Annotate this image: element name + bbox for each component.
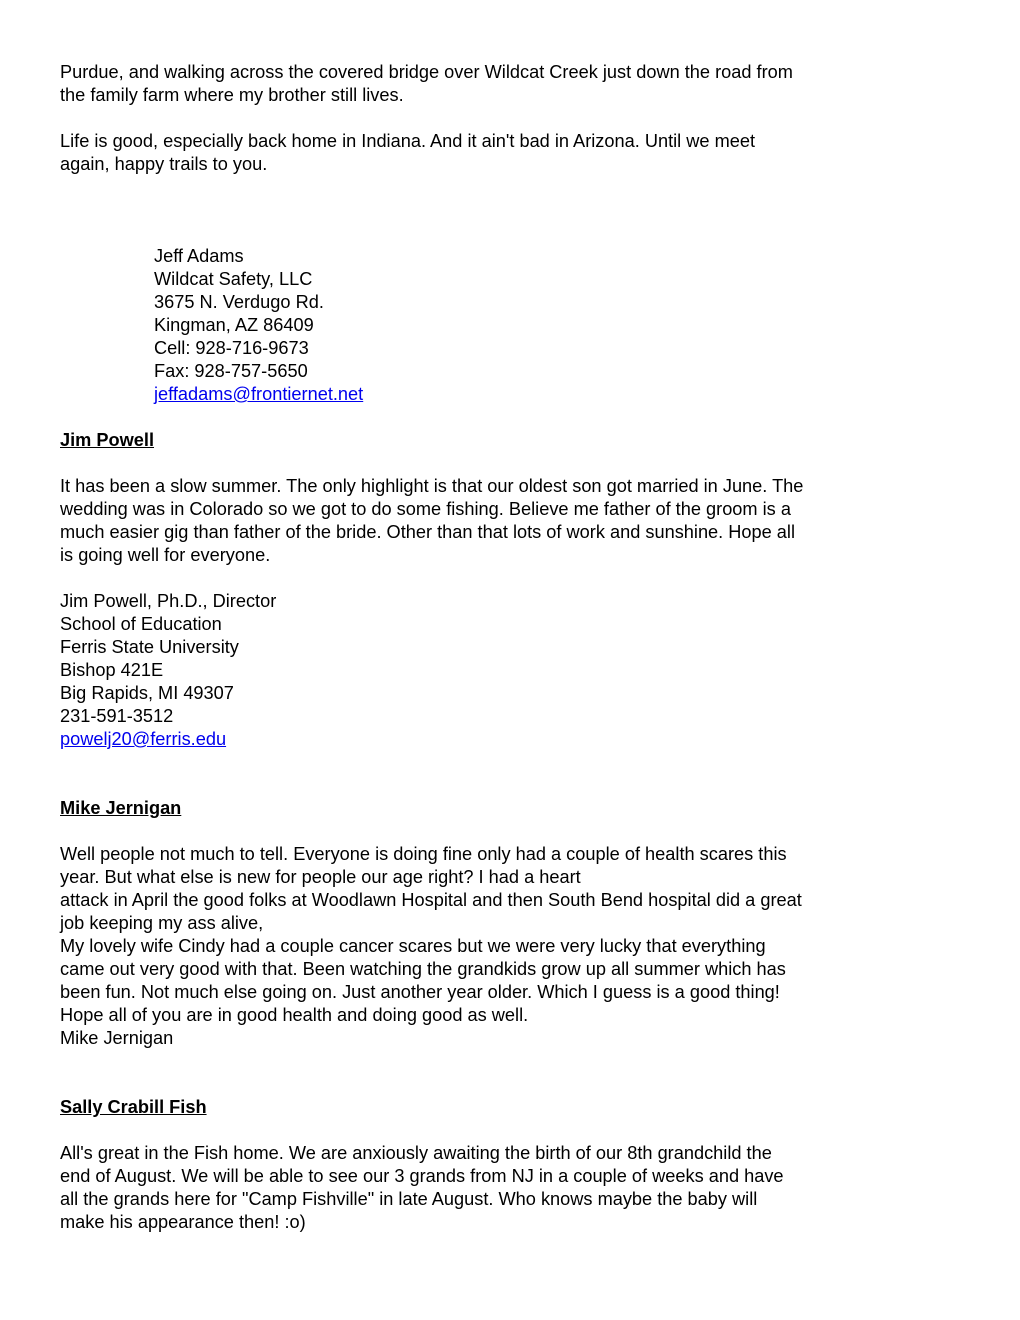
signature-line: Jeff Adams [154,246,244,266]
signature-line: Jim Powell, Ph.D., Director [60,591,277,611]
sally-section [60,1096,960,1234]
jeff-email-link[interactable]: jeffadams@frontiernet.net [154,384,364,404]
signature-line: Wildcat Safety, LLC [154,269,313,289]
text-line: Life is good, especially back home in Indiana. And it ain't bad in Arizona. Until we meet [60,131,756,151]
signature-line: Cell: 928-716-9673 [154,338,309,358]
text-line: been fun. Not much else going on. Just another year older. Which I guess is a good thing! [60,982,780,1002]
jim-section [60,429,960,751]
text-line: attack in April the good folks at Woodlawn Hospital and then South Bend hospital did a great [60,890,802,910]
text-line: Purdue, and walking across the covered bridge over Wildcat Creek just down the road from [60,62,793,82]
signature-line: Bishop 421E [60,660,164,680]
text-line: My lovely wife Cindy had a couple cancer scares but we were very lucky that everything [60,936,766,956]
mike-heading: Mike Jernigan [60,798,182,818]
sally-heading: Sally Crabill Fish [60,1097,207,1117]
mike-section [60,797,960,1050]
signature-line: 3675 N. Verdugo Rd. [154,292,324,312]
newsletter-page [60,61,960,1234]
text-line: end of August. We will be able to see our 3 grands from NJ in a couple of weeks and have [60,1166,784,1186]
jim-signature-block [60,590,960,751]
closing-paragraph [60,130,960,176]
jeff-signature-block [60,245,960,406]
text-line: all the grands here for "Camp Fishville" in late August. Who knows maybe the baby will [60,1189,758,1209]
signature-line: Big Rapids, MI 49307 [60,683,234,703]
signature-line: 231-591-3512 [60,706,174,726]
text-line: Hope all of you are in good health and doing good as well. [60,1005,529,1025]
signature-line: Mike Jernigan [60,1028,174,1048]
signature-line: School of Education [60,614,222,634]
text-line: make his appearance then! :o) [60,1212,306,1232]
text-line: much easier gig than father of the bride. Other than that lots of work and sunshine. Hope all [60,522,796,542]
signature-line: Kingman, AZ 86409 [154,315,314,335]
text-line: the family farm where my brother still lives. [60,85,404,105]
text-line: year. But what else is new for people our age right? I had a heart [60,867,581,887]
intro-paragraph [60,61,960,107]
text-line: is going well for everyone. [60,545,271,565]
text-line: again, happy trails to you. [60,154,268,174]
jim-email-link[interactable]: powelj20@ferris.edu [60,729,227,749]
text-line: Well people not much to tell. Everyone is doing fine only had a couple of health scares this [60,844,787,864]
text-line: came out very good with that. Been watching the grandkids grow up all summer which has [60,959,786,979]
text-line: All's great in the Fish home. We are anxiously awaiting the birth of our 8th grandchild the [60,1143,772,1163]
text-line: job keeping my ass alive, [60,913,264,933]
jim-heading: Jim Powell [60,430,155,450]
signature-line: Fax: 928-757-5650 [154,361,308,381]
signature-line: Ferris State University [60,637,239,657]
text-line: It has been a slow summer. The only highlight is that our oldest son got married in June. The [60,476,804,496]
text-line: wedding was in Colorado so we got to do some fishing. Believe me father of the groom is a [60,499,791,519]
